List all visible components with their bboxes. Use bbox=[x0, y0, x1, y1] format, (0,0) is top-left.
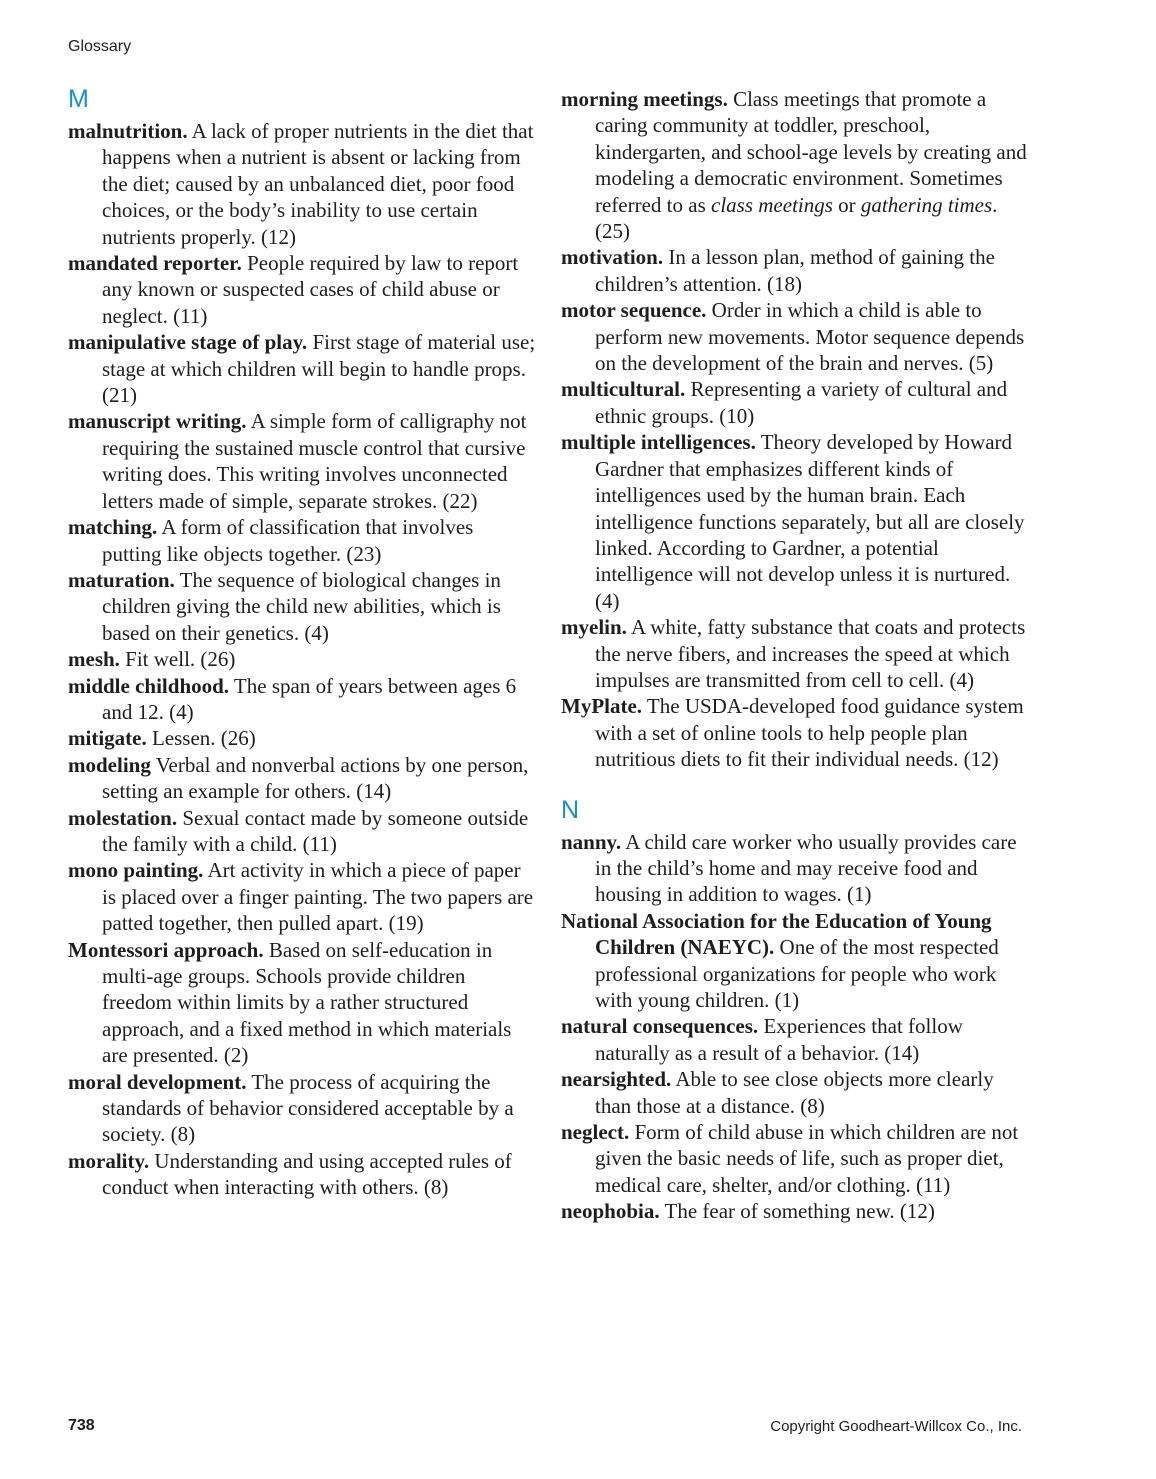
glossary-term: multicultural. bbox=[561, 377, 686, 402]
glossary-definition: Fit well. (26) bbox=[119, 647, 236, 672]
glossary-term: motivation. bbox=[561, 245, 664, 270]
glossary-term: moral development. bbox=[68, 1069, 247, 1094]
glossary-term: modeling bbox=[68, 752, 151, 777]
glossary-definition: Art activity in which a piece of paper is placed over a finger painting. The two papers are patted together, then pulled apart. (19) bbox=[102, 858, 534, 936]
glossary-entry bbox=[561, 908, 1031, 1014]
section-letter-n: N bbox=[561, 795, 580, 824]
glossary-definition: A lack of proper nutrients in the diet that happens when a nutrient is absent or lacking from the diet; caused by an unbalanced diet, poor food choices, or the body’s inability to use certain nutrients properly. (12) bbox=[102, 119, 534, 249]
glossary-entry bbox=[561, 614, 1031, 693]
glossary-term: mono painting. bbox=[68, 858, 204, 883]
glossary-term: myelin. bbox=[561, 615, 627, 640]
glossary-definition: First stage of material use; stage at which children will begin to handle props. (21) bbox=[102, 330, 536, 408]
glossary-entry bbox=[561, 829, 1031, 908]
glossary-term: manipulative stage of play. bbox=[68, 330, 308, 355]
glossary-entry bbox=[68, 725, 538, 751]
glossary-entry bbox=[68, 118, 538, 250]
glossary-definition: The sequence of biological changes in children giving the child new abilities, which is based on their genetics. (4) bbox=[102, 567, 501, 645]
glossary-definition: Understanding and using accepted rules of conduct when interacting with others. (8) bbox=[102, 1148, 512, 1200]
glossary-definition: Based on self-education in multi-age groups. Schools provide children freedom within limits by a rather structured approach, and a fixed method in which materials are presented. (2) bbox=[102, 937, 512, 1068]
glossary-term: malnutrition. bbox=[68, 119, 188, 143]
glossary-term: natural consequences. bbox=[561, 1014, 759, 1039]
glossary-entry bbox=[561, 1119, 1031, 1198]
glossary-term: Montessori approach. bbox=[68, 937, 264, 962]
glossary-term: MyPlate. bbox=[561, 694, 643, 719]
glossary-entry bbox=[561, 1013, 1031, 1066]
glossary-entry bbox=[68, 408, 538, 514]
glossary-term: nanny. bbox=[561, 829, 622, 854]
page-number: 738 bbox=[68, 1417, 95, 1434]
glossary-entry bbox=[68, 937, 538, 1069]
glossary-entry bbox=[561, 86, 1031, 244]
glossary-entry bbox=[68, 250, 538, 329]
glossary-term: morality. bbox=[68, 1148, 150, 1173]
glossary-definition-end: . (25) bbox=[595, 192, 998, 244]
glossary-entry bbox=[68, 646, 538, 672]
glossary-definition: Representing a variety of cultural and ethnic groups. (10) bbox=[595, 377, 1008, 428]
glossary-term: mandated reporter. bbox=[68, 251, 242, 276]
glossary-definition: Verbal and nonverbal actions by one person, setting an example for others. (14) bbox=[102, 752, 529, 804]
glossary-term: manuscript writing. bbox=[68, 409, 247, 434]
glossary-term: middle childhood. bbox=[68, 673, 230, 698]
running-head: Glossary bbox=[68, 38, 132, 55]
glossary-term: morning meetings. bbox=[561, 87, 728, 111]
glossary-entry bbox=[561, 429, 1031, 614]
glossary-definition: In a lesson plan, method of gaining the children’s attention. (18) bbox=[595, 245, 995, 296]
glossary-entry bbox=[68, 1148, 538, 1201]
glossary-definition: A child care worker who usually provides care in the child’s home and may receive food and housing in addition to wages. (1) bbox=[595, 829, 1017, 907]
glossary-term: motor sequence. bbox=[561, 298, 707, 323]
glossary-entry bbox=[68, 567, 538, 646]
glossary-italic-term: gathering times bbox=[860, 192, 993, 217]
glossary-definition: The span of years between ages 6 and 12. (4) bbox=[102, 673, 517, 724]
glossary-definition: Able to see close objects more clearly than those at a distance. (8) bbox=[595, 1067, 994, 1118]
glossary-definition: Theory developed by Howard Gardner that emphasizes different kinds of intelligences used by the human brain. Each intelligence functions separately, but all are closely linked. According to Gardner, a potential intelligence will not develop unless it is nurtured. (4) bbox=[595, 430, 1025, 613]
glossary-term: mesh. bbox=[68, 647, 120, 672]
left-column bbox=[68, 84, 538, 1201]
right-column bbox=[561, 86, 1031, 1225]
glossary-term: neophobia. bbox=[561, 1199, 660, 1224]
glossary-definition: People required by law to report any known or suspected cases of child abuse or neglect. (11) bbox=[102, 251, 519, 328]
glossary-definition: Lessen. (26) bbox=[146, 726, 256, 751]
copyright-notice: Copyright Goodheart-Willcox Co., Inc. bbox=[770, 1418, 1022, 1435]
glossary-entry bbox=[68, 329, 538, 408]
glossary-definition: Class meetings that promote a caring community at toddler, preschool, kindergarten, and school-age levels by creating and modeling a democratic environment. Sometimes referred to as bbox=[595, 87, 1027, 217]
glossary-definition: A simple form of calligraphy not requiring the sustained muscle control that cursive writing does. This writing involves unconnected letters made of simple, separate strokes. (22) bbox=[102, 409, 527, 513]
glossary-term: multiple intelligences. bbox=[561, 430, 756, 455]
glossary-entry bbox=[561, 693, 1031, 772]
glossary-entry bbox=[561, 1198, 1031, 1224]
glossary-definition: Experiences that follow naturally as a result of a behavior. (14) bbox=[595, 1014, 963, 1065]
glossary-italic-term: class meetings bbox=[711, 192, 833, 217]
glossary-definition: The USDA-developed food guidance system with a set of online tools to help people plan nutritious diets to fit their individual needs. (12) bbox=[595, 694, 1024, 772]
glossary-term: National Association for the Education of Young Children (NAEYC). bbox=[561, 908, 992, 960]
glossary-entry bbox=[68, 857, 538, 936]
glossary-entry bbox=[68, 1069, 538, 1148]
glossary-entry bbox=[561, 297, 1031, 376]
glossary-definition: Form of child abuse in which children are not given the basic needs of life, such as proper diet, medical care, shelter, and/or clothing. (11) bbox=[595, 1120, 1019, 1197]
glossary-entry bbox=[561, 376, 1031, 429]
glossary-term: maturation. bbox=[68, 567, 175, 592]
glossary-term: nearsighted. bbox=[561, 1067, 672, 1092]
glossary-entry bbox=[68, 673, 538, 726]
glossary-entry bbox=[561, 244, 1031, 297]
glossary-entry bbox=[68, 514, 538, 567]
glossary-term: mitigate. bbox=[68, 726, 147, 751]
section-letter-m: M bbox=[68, 85, 89, 113]
glossary-definition: The process of acquiring the standards of behavior considered acceptable by a society. (8) bbox=[102, 1069, 514, 1147]
glossary-definition: The fear of something new. (12) bbox=[659, 1199, 935, 1224]
glossary-definition: A form of classification that involves putting like objects together. (23) bbox=[102, 515, 474, 566]
glossary-term: molestation. bbox=[68, 805, 178, 830]
glossary-entry bbox=[68, 752, 538, 805]
glossary-entry bbox=[68, 805, 538, 858]
glossary-definition: Order in which a child is able to perform new movements. Motor sequence depends on the development of the brain and nerves. (5) bbox=[595, 298, 1025, 376]
glossary-term: neglect. bbox=[561, 1120, 630, 1145]
glossary-term: matching. bbox=[68, 515, 158, 540]
glossary-definition-connector: or bbox=[832, 192, 861, 217]
glossary-definition: A white, fatty substance that coats and protects the nerve fibers, and increases the speed at which impulses are transmitted from cell to cell. (4) bbox=[595, 615, 1026, 692]
glossary-entry bbox=[561, 1066, 1031, 1119]
glossary-definition: Sexual contact made by someone outside the family with a child. (11) bbox=[102, 805, 529, 856]
glossary-definition: One of the most respected professional organizations for people who work with young children. (1) bbox=[595, 935, 999, 1012]
